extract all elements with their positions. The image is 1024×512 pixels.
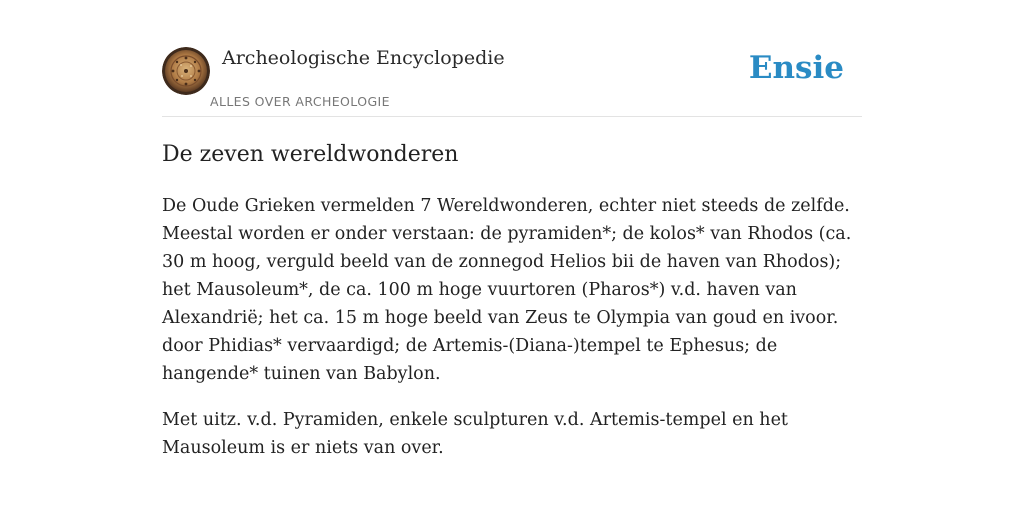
- article: [162, 138, 862, 462]
- site-header: [162, 44, 862, 117]
- article-title: De zeven wereldwonderen: [162, 142, 459, 167]
- article-paragraph: De Oude Grieken vermelden 7 Wereldwonderen, echter niet steeds de zelfde. Meestal worden er onder verstaan: de pyramiden*; de kolos* van Rhodos (ca. 30 m hoog, verguld beeld van de zonnegod Helios bii de haven van Rhodos); het Mausoleum*, de ca. 100 m hoge vuurtoren (Pharos*) v.d. haven van Alexandrië; het ca. 15 m hoge beeld van Zeus te Olympia van goud en ivoor. door Phidias* vervaardigd; de Artemis-(Diana-)tempel te Ephesus; de hangende* tuinen van Babylon.: [162, 196, 852, 384]
- archaeological-disc-icon[interactable]: [162, 47, 210, 95]
- site-subtitle: ALLES OVER ARCHEOLOGIE: [210, 94, 390, 109]
- article-paragraph: Met uitz. v.d. Pyramiden, enkele sculpturen v.d. Artemis-tempel en het Mausoleum is er niets van over.: [162, 410, 788, 458]
- site-title[interactable]: Archeologische Encyclopedie: [222, 47, 505, 69]
- ensie-logo-link[interactable]: Ensie: [748, 50, 844, 86]
